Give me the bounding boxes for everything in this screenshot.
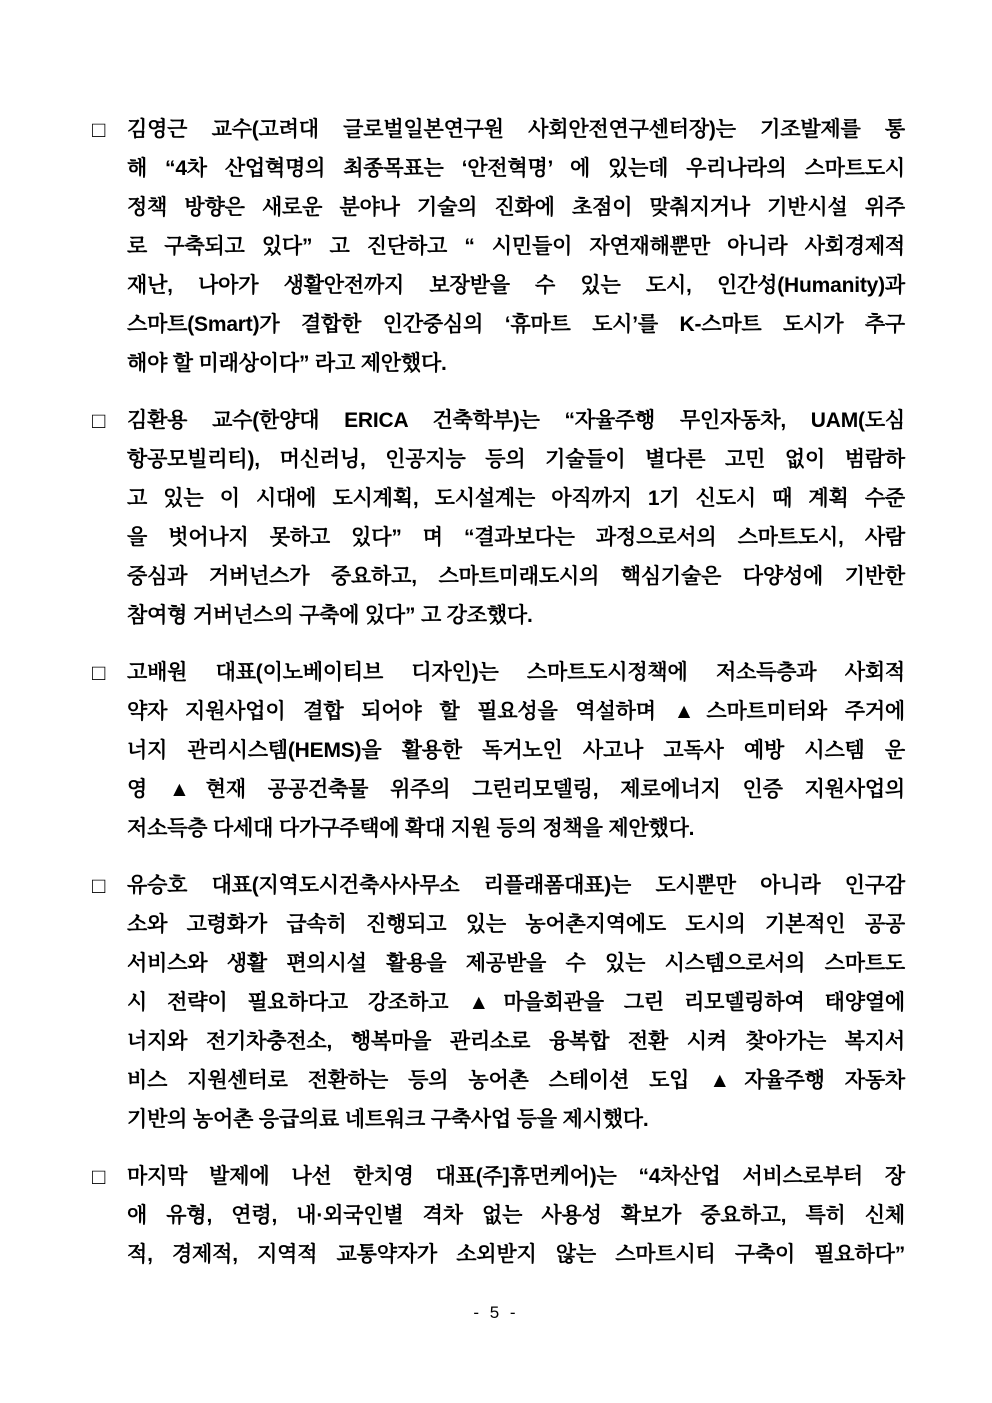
- text-line: 을 벗어나지 못하고 있다” 며 “결과보다는 과정으로서의 스마트도시, 사람: [127, 526, 905, 549]
- text-line: 유승호 대표(지역도시건축사사무소 리플래폼대표)는 도시뿐만 아니라 인구감: [127, 874, 905, 897]
- text-line: 김환용 교수(한양대 ERICA 건축학부)는 “자율주행 무인자동차, UAM(도심: [127, 409, 905, 432]
- text-line: 서비스와 생활 편의시설 활용을 제공받을 수 있는 시스템으로서의 스마트도: [127, 952, 905, 975]
- paragraph: [92, 110, 905, 383]
- paragraph: [92, 653, 905, 848]
- page-footer: [0, 1303, 992, 1323]
- square-bullet-icon: □: [92, 408, 106, 433]
- text-line: 마지막 발제에 나선 한치영 대표(주]휴먼케어)는 “4차산업 서비스로부터 장: [127, 1165, 905, 1188]
- text-line: 고 있는 이 시대에 도시계획, 도시설계는 아직까지 1기 신도시 때 계획 수준: [127, 487, 905, 510]
- text-line: 시 전략이 필요하다고 강조하고 ▲마을회관을 그린 리모델링하여 태양열에: [127, 991, 905, 1014]
- text-line: 너지 관리시스템(HEMS)을 활용한 독거노인 사고나 고독사 예방 시스템 운: [127, 739, 905, 762]
- square-bullet-icon: □: [92, 117, 106, 142]
- paragraph: [92, 866, 905, 1139]
- text-line: 기반의 농어촌 응급의료 네트워크 구축사업 등을 제시했다.: [127, 1108, 649, 1131]
- text-line: 재난, 나아가 생활안전까지 보장받을 수 있는 도시, 인간성(Humanity)과: [127, 274, 905, 297]
- text-line: 영 ▲현재 공공건축물 위주의 그린리모델링, 제로에너지 인증 지원사업의: [127, 778, 905, 801]
- text-line: 항공모빌리티), 머신러닝, 인공지능 등의 기술들이 별다른 고민 없이 범람하: [127, 448, 905, 471]
- square-bullet-icon: □: [92, 873, 106, 898]
- text-line: 해야 할 미래상이다” 라고 제안했다.: [127, 352, 447, 375]
- page-number: - 5 -: [473, 1303, 519, 1322]
- text-line: 소와 고령화가 급속히 진행되고 있는 농어촌지역에도 도시의 기본적인 공공: [127, 913, 905, 936]
- text-line: 고배원 대표(이노베이티브 디자인)는 스마트도시정책에 저소득층과 사회적: [127, 661, 905, 684]
- text-line: 스마트(Smart)가 결합한 인간중심의 ‘휴마트 도시’를 K-스마트 도시가 추구: [127, 313, 905, 336]
- text-line: 해 “4차 산업혁명의 최종목표는 ‘안전혁명’ 에 있는데 우리나라의 스마트도시: [127, 157, 905, 180]
- text-line: 정책 방향은 새로운 분야나 기술의 진화에 초점이 맞춰지거나 기반시설 위주: [127, 196, 905, 219]
- text-line: 중심과 거버넌스가 중요하고, 스마트미래도시의 핵심기술은 다양성에 기반한: [127, 565, 905, 588]
- text-line: 참여형 거버넌스의 구축에 있다” 고 강조했다.: [127, 604, 533, 627]
- text-line: 약자 지원사업이 결합 되어야 할 필요성을 역설하며 ▲스마트미터와 주거에: [127, 700, 905, 723]
- square-bullet-icon: □: [92, 1164, 106, 1189]
- text-line: 로 구축되고 있다” 고 진단하고 “ 시민들이 자연재해뿐만 아니라 사회경제적: [127, 235, 905, 258]
- text-line: 저소득층 다세대 다가구주택에 확대 지원 등의 정책을 제안했다.: [127, 817, 695, 840]
- text-line: 비스 지원센터로 전환하는 등의 농어촌 스테이션 도입 ▲자율주행 자동차: [127, 1069, 905, 1092]
- text-line: 애 유형, 연령, 내·외국인별 격차 없는 사용성 확보가 중요하고, 특히 신체: [127, 1204, 905, 1227]
- square-bullet-icon: □: [92, 660, 106, 685]
- paragraph: [92, 401, 905, 635]
- text-line: 적, 경제적, 지역적 교통약자가 소외받지 않는 스마트시티 구축이 필요하다”: [127, 1243, 905, 1266]
- paragraph: [92, 1157, 905, 1274]
- document-body: [92, 110, 905, 1292]
- text-line: 김영근 교수(고려대 글로벌일본연구원 사회안전연구센터장)는 기조발제를 통: [127, 118, 905, 141]
- text-line: 너지와 전기차충전소, 행복마을 관리소로 융복합 전환 시켜 찾아가는 복지서: [127, 1030, 905, 1053]
